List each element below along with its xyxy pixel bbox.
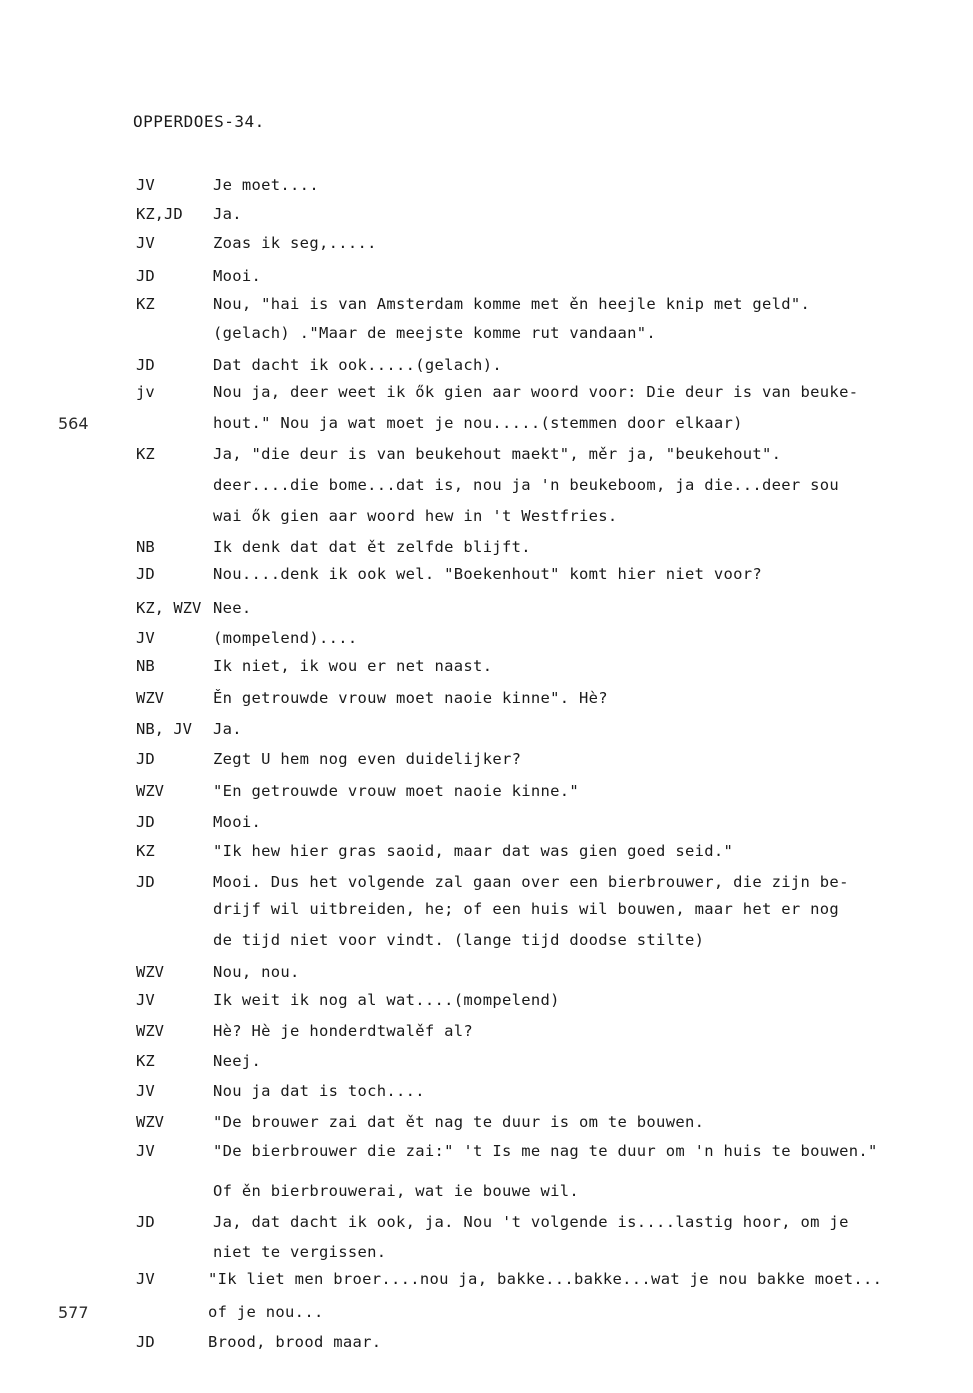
speaker-code: JD: [136, 1213, 155, 1231]
speaker-code: JD: [136, 813, 155, 831]
speaker-code: JV: [136, 991, 155, 1009]
utterance-text: Nou....denk ik ook wel. "Boekenhout" komt hier niet voor?: [213, 565, 763, 583]
utterance-text: deer....die bome...dat is, nou ja 'n beukeboom, ja die...deer sou: [213, 476, 840, 494]
utterance-text: Of ěn bierbrouwerai, wat ie bouwe wil.: [213, 1182, 580, 1200]
utterance-text: "De bierbrouwer die zai:" 't Is me nag te duur om 'n huis te bouwen.": [213, 1142, 878, 1160]
utterance-text: Zegt U hem nog even duidelijker?: [213, 750, 522, 768]
utterance-text: drijf wil uitbreiden, he; of een huis wil bouwen, maar het er nog: [213, 900, 840, 918]
speaker-code: NB: [136, 657, 155, 675]
speaker-code: KZ: [136, 295, 155, 313]
speaker-code: JD: [136, 565, 155, 583]
speaker-code: WZV: [136, 689, 164, 707]
utterance-text: Je moet....: [213, 176, 319, 194]
speaker-code: KZ,JD: [136, 205, 183, 223]
utterance-text: "Ik hew hier gras saoid, maar dat was gien goed seid.": [213, 842, 734, 860]
utterance-text: (gelach) ."Maar de meejste komme rut vandaan".: [213, 324, 657, 342]
utterance-text: Ja.: [213, 720, 242, 738]
utterance-text: Mooi.: [213, 813, 262, 831]
utterance-text: Ja, "die deur is van beukehout maekt", měr ja, "beukehout".: [213, 445, 782, 463]
utterance-text: de tijd niet voor vindt. (lange tijd doodse stilte): [213, 931, 705, 949]
speaker-code: WZV: [136, 1113, 164, 1131]
speaker-code: JV: [136, 234, 155, 252]
utterance-text: wai ők gien aar woord hew in 't Westfries.: [213, 507, 618, 525]
utterance-text: Hè? Hè je honderdtwalěf al?: [213, 1022, 474, 1040]
speaker-code: KZ: [136, 1052, 155, 1070]
utterance-text: "Ik liet men broer....nou ja, bakke...bakke...wat je nou bakke moet...: [208, 1270, 883, 1288]
utterance-text: Ja.: [213, 205, 242, 223]
utterance-text: "En getrouwde vrouw moet naoie kinne.": [213, 782, 580, 800]
utterance-text: "De brouwer zai dat ět nag te duur is om te bouwen.: [213, 1113, 705, 1131]
utterance-text: Ěn getrouwde vrouw moet naoie kinne". Hè?: [213, 689, 608, 707]
speaker-code: WZV: [136, 963, 164, 981]
page-title: OPPERDOES-34.: [133, 112, 265, 131]
utterance-text: (mompelend)....: [213, 629, 358, 647]
utterance-text: Neej.: [213, 1052, 262, 1070]
utterance-text: Zoas ik seg,.....: [213, 234, 377, 252]
utterance-text: Nou, "hai is van Amsterdam komme met ěn heejle knip met geld".: [213, 295, 811, 313]
utterance-text: Ik denk dat dat ět zelfde blijft.: [213, 538, 531, 556]
speaker-code: KZ, WZV: [136, 599, 202, 617]
utterance-text: Ja, dat dacht ik ook, ja. Nou 't volgende is....lastig hoor, om je: [213, 1213, 849, 1231]
utterance-text: Nee.: [213, 599, 252, 617]
utterance-text: Nou ja, deer weet ik ők gien aar woord voor: Die deur is van beuke-: [213, 383, 859, 401]
speaker-code: JD: [136, 1333, 155, 1351]
utterance-text: Ik niet, ik wou er net naast.: [213, 657, 493, 675]
utterance-text: Brood, brood maar.: [208, 1333, 382, 1351]
speaker-code: JV: [136, 176, 155, 194]
speaker-code: JD: [136, 356, 155, 374]
speaker-code: JD: [136, 750, 155, 768]
speaker-code: JV: [136, 1082, 155, 1100]
speaker-code: JD: [136, 873, 155, 891]
speaker-code: WZV: [136, 782, 164, 800]
utterance-text: Ik weit ik nog al wat....(mompelend): [213, 991, 560, 1009]
speaker-code: JV: [136, 629, 155, 647]
speaker-code: KZ: [136, 445, 155, 463]
speaker-code: NB: [136, 538, 155, 556]
utterance-text: of je nou...: [208, 1303, 324, 1321]
utterance-text: hout." Nou ja wat moet je nou.....(stemmen door elkaar): [213, 414, 743, 432]
utterance-text: Mooi. Dus het volgende zal gaan over een bierbrouwer, die zijn be-: [213, 873, 849, 891]
utterance-text: Nou ja dat is toch....: [213, 1082, 425, 1100]
speaker-code: jv: [136, 383, 155, 401]
utterance-text: niet te vergissen.: [213, 1243, 387, 1261]
utterance-text: Mooi.: [213, 267, 262, 285]
margin-line-number: 564: [58, 414, 89, 433]
utterance-text: Nou, nou.: [213, 963, 300, 981]
speaker-code: NB, JV: [136, 720, 192, 738]
utterance-text: Dat dacht ik ook.....(gelach).: [213, 356, 502, 374]
margin-line-number: 577: [58, 1303, 89, 1322]
speaker-code: JD: [136, 267, 155, 285]
speaker-code: WZV: [136, 1022, 164, 1040]
speaker-code: JV: [136, 1142, 155, 1160]
speaker-code: JV: [136, 1270, 155, 1288]
speaker-code: KZ: [136, 842, 155, 860]
